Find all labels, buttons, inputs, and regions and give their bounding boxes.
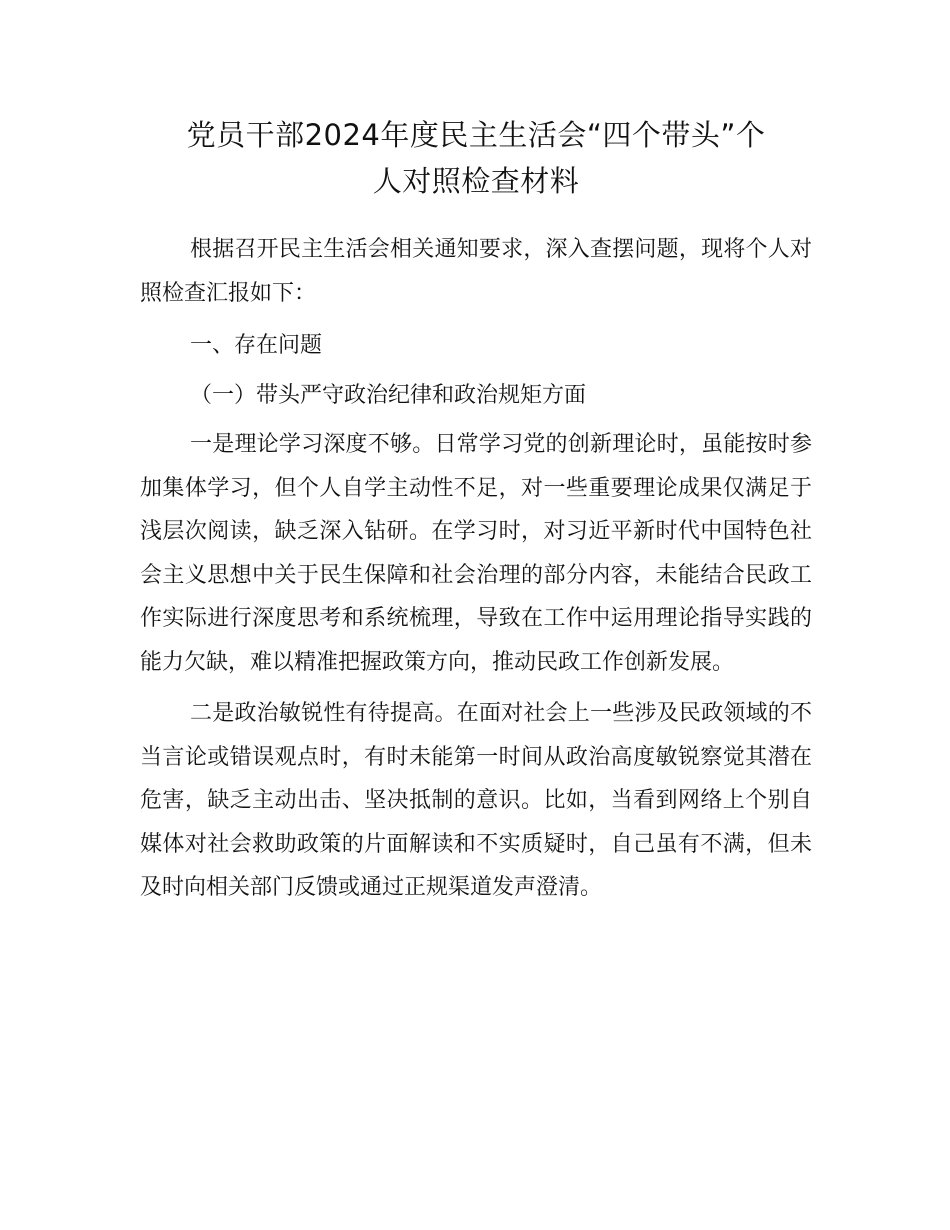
title-line-2: 人对照检查材料: [372, 164, 580, 198]
document-page: [140, 112, 812, 910]
intro-paragraph: 根据召开民主生活会相关通知要求，深入查摆问题，现将个人对照检查汇报如下：: [140, 237, 812, 306]
document-title: [140, 112, 812, 204]
paragraph-theory-study: 一是理论学习深度不够。日常学习党的创新理论时，虽能按时参加集体学习，但个人自学主动性不足，对一些重要理论成果仅满足于浅层次阅读，缺乏深入钻研。在学习时，对习近平新时代中国特色社会主义思想中关于民生保障和社会治理的部分内容，未能结合民政工作实际进行深度思考和系统梳理，导致在工作中运用理论指导实践的能力欠缺，难以精准把握政策方向，推动民政工作创新发展。: [140, 432, 812, 675]
title-line-1: 党员干部2024年度民主生活会“四个带头”个: [186, 118, 766, 152]
section-heading-problems: 一、存在问题: [190, 333, 323, 358]
subsection-heading-political-discipline: （一）带头严守政治纪律和政治规矩方面: [190, 382, 587, 408]
paragraph-political-sensitivity: 二是政治敏锐性有待提高。在面对社会上一些涉及民政领域的不当言论或错误观点时，有时未能第一时间从政治高度敏锐察觉其潜在危害，缺乏主动出击、坚决抵制的意识。比如，当看到网络上个别自媒体对社会救助政策的片面解读和不实质疑时，自己虽有不满，但未及时向相关部门反馈或通过正规渠道发声澄清。: [140, 701, 812, 900]
